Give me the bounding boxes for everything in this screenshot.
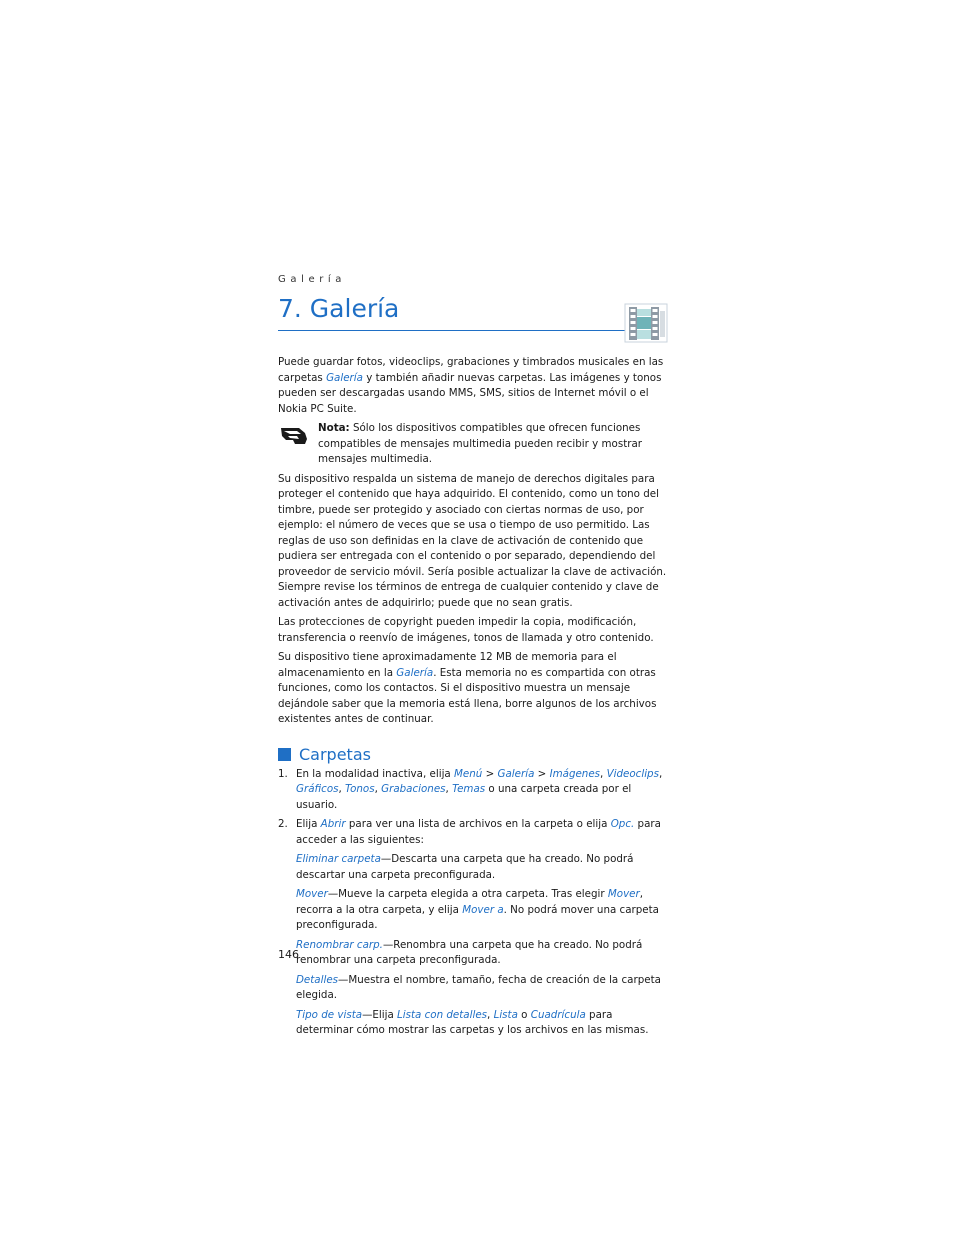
option-link-mover[interactable]: Mover (607, 888, 640, 900)
option-description: Eliminar carpeta—Descarta una carpeta que ha creado. No podrá descartar una carpeta preconfigurada. (296, 853, 634, 881)
option-link-mover[interactable]: Mover (296, 888, 328, 900)
gallery-film-icon (624, 303, 668, 343)
option-description: Mover—Mueve la carpeta elegida a otra carpeta. Tras elegir Mover, recorra a la otra carpeta, y elija Mover a. No podrá mover una carpeta preconfigurada. (296, 888, 659, 931)
option-link-lista[interactable]: Lista (493, 1008, 518, 1021)
option-link-galeria[interactable]: Galería (497, 767, 535, 780)
option-link-menu[interactable]: Menú (454, 767, 483, 780)
option-link-graficos[interactable]: Gráficos (296, 783, 339, 795)
chapter-title: 7. Galería (278, 294, 400, 323)
option-link-imagenes[interactable]: Imágenes (549, 767, 601, 780)
drm-paragraph: Su dispositivo respalda un sistema de manejo de derechos digitales para proteger el contenido que haya adquirido. El contenido, como un tono del timbre, puede ser protegido y asociado con ciertas normas de uso, por ejemplo: el número de veces que se usa o tiempo de uso permitido. Las reglas de uso son definidas en la clave de activación de contenido que pudiera ser entregada con el contenido o por separado, dependiendo del proveedor de servicio móvil. Sería posible actualizar la clave de activación. Siempre revise los términos de entrega de cualquier contenido y clave de activación antes de adquirirlo; puede que no sean gratis. (278, 472, 667, 609)
intro-paragraph: Puede guardar fotos, videoclips, grabaciones y timbrados musicales en las carpetas Galería y también añadir nuevas carpetas. Las imágenes y tonos pueden ser descargadas usando MMS, SMS, sitios de Internet móvil o el Nokia PC Suite. (278, 356, 664, 415)
option-link-lista-con-detalles[interactable]: Lista con detalles (397, 1008, 488, 1021)
option-link-detalles[interactable]: Detalles (296, 973, 339, 986)
option-link-tipo-de-vista[interactable]: Tipo de vista (296, 1008, 363, 1021)
option-link-grabaciones[interactable]: Grabaciones (381, 783, 446, 795)
option-link-cuadricula[interactable]: Cuadrícula (530, 1008, 586, 1021)
option-description: Tipo de vista—Elija Lista con detalles, Lista o Cuadrícula para determinar cómo mostrar las carpetas y los archivos en las mismas. (296, 1008, 649, 1036)
chapter-heading (278, 294, 630, 331)
memory-paragraph: Su dispositivo tiene aproximadamente 12 MB de memoria para el almacenamiento en la Galería. Esta memoria no es compartida con otras funciones, como los contactos. Si el dispositivo muestra un mensaje dejándole saber que la memoria está llena, borre algunos de los archivos existentes antes de continuar. (278, 651, 657, 725)
note-text: Sólo los dispositivos compatibles que ofrecen funciones compatibles de mensajes multimedia pueden recibir y mostrar mensajes multimedia. (318, 422, 643, 465)
body-text (278, 355, 668, 1043)
option-link-temas[interactable]: Temas (452, 783, 486, 795)
option-link-galeria[interactable]: Galería (396, 666, 434, 679)
option-link-galeria[interactable]: Galería (326, 371, 363, 384)
option-link-tonos[interactable]: Tonos (345, 783, 375, 795)
running-head: Galería (278, 274, 347, 285)
step-number: 1. (278, 767, 288, 780)
option-link-abrir[interactable]: Abrir (320, 818, 346, 830)
option-description: Renombrar carp.—Renombra una carpeta que ha creado. No podrá renombrar una carpeta preconfigurada. (296, 938, 643, 966)
section-heading-carpetas (278, 745, 668, 765)
option-link-opc[interactable]: Opc. (610, 818, 635, 830)
page-number: 146 (278, 948, 299, 961)
steps-list (278, 767, 668, 849)
step-item: 2. Elija Abrir para ver una lista de archivos en la carpeta o elija Opc. para acceder a las siguientes: (278, 818, 661, 846)
step-item: 1. En la modalidad inactiva, elija Menú > Galería > Imágenes, Videoclips, Gráficos, Tonos, Grabaciones, Temas o una carpeta creada por el usuario. (278, 767, 663, 811)
option-link-eliminar-carpeta[interactable]: Eliminar carpeta (296, 853, 381, 865)
option-link-videoclips[interactable]: Videoclips (606, 767, 659, 780)
section-square-icon (278, 748, 291, 761)
step-number: 2. (278, 818, 288, 830)
note-label: Nota: (318, 422, 350, 434)
option-link-renombrar-carp[interactable]: Renombrar carp. (296, 938, 383, 951)
note-block (278, 421, 668, 468)
section-title: Carpetas (299, 744, 371, 764)
hand-note-icon (279, 424, 309, 446)
copyright-paragraph: Las protecciones de copyright pueden impedir la copia, modificación, transferencia o reenvío de imágenes, tonos de llamada y otro contenido. (278, 616, 654, 644)
option-description: Detalles—Muestra el nombre, tamaño, fecha de creación de la carpeta elegida. (296, 973, 661, 1001)
option-link-mover-a[interactable]: Mover a (462, 903, 504, 916)
